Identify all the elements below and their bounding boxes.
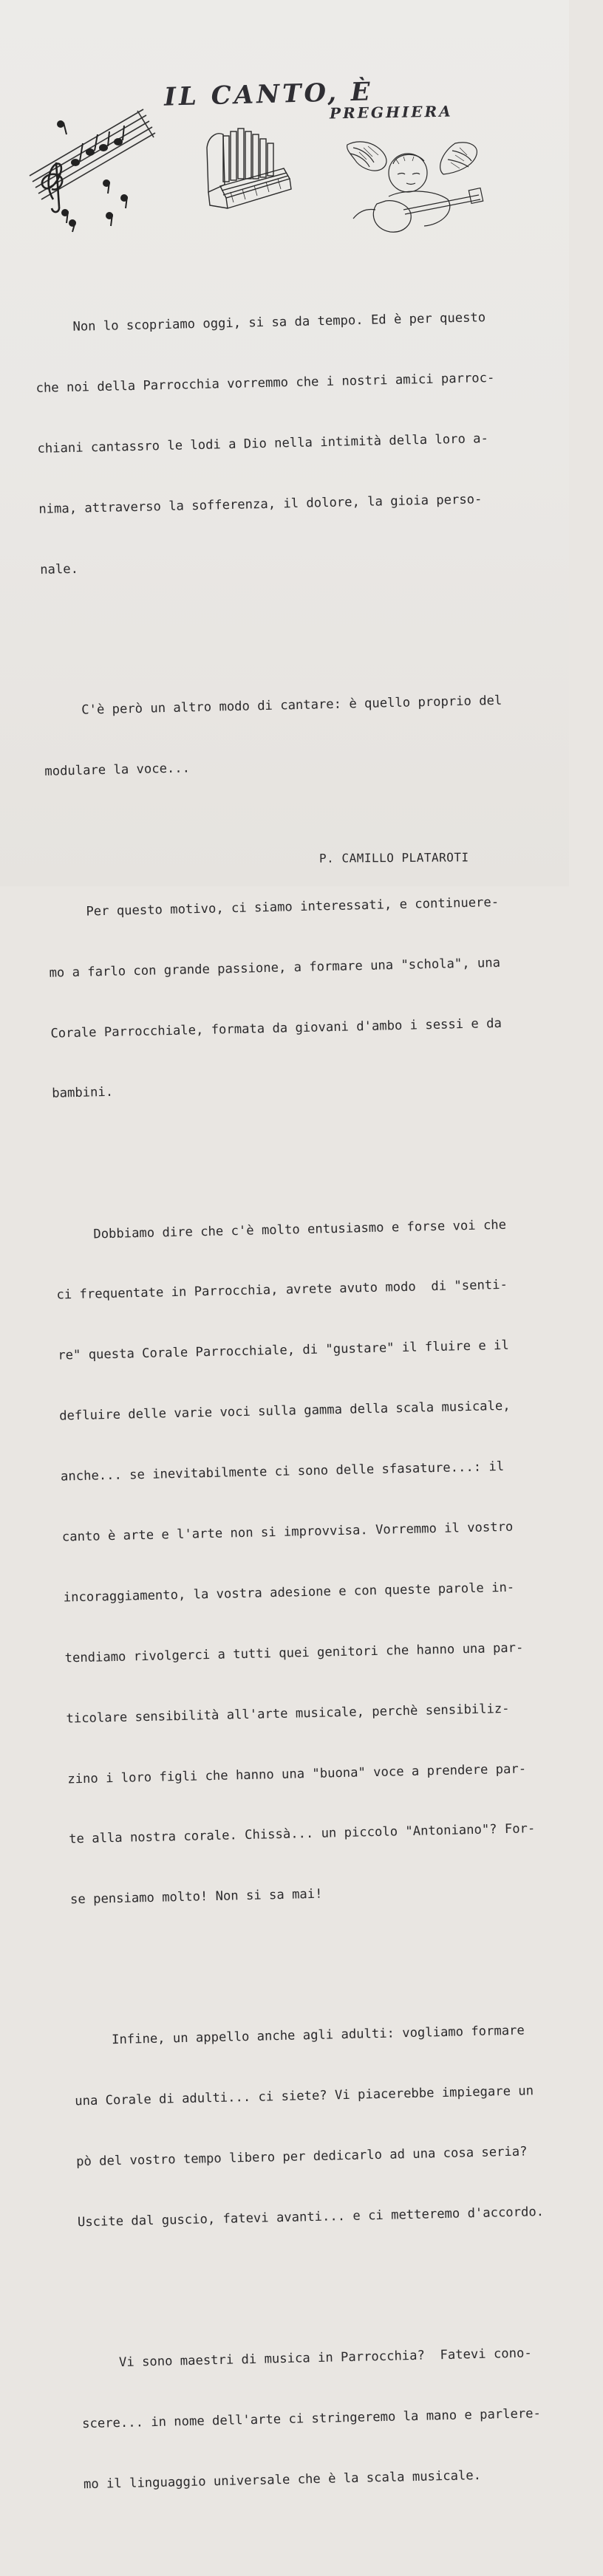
pipe-organ-icon: [201, 126, 297, 214]
text-line: canto è arte e l'arte non si improvvisa. Vorremmo il vostro: [61, 1519, 514, 1545]
text-line: zino i loro figli che hanno una "buona" voce a prendere par-: [67, 1761, 527, 1787]
text-line: C'è però un altro modo di cantare: è quello proprio del: [43, 693, 502, 719]
text-line: tendiamo rivolgerci a tutti quei genitori che hanno una par-: [64, 1640, 524, 1666]
text-line: chiani cantassro le lodi a Dio nella intimità della loro a-: [37, 431, 489, 456]
text-line: Uscite dal guscio, fatevi avanti... e ci metteremo d'accordo.: [77, 2205, 545, 2230]
paragraph-3: [47, 851, 570, 1145]
text-line: anche... se inevitabilmente ci sono delle sfasature...: il: [60, 1459, 505, 1484]
angel-lute-icon: [344, 137, 485, 241]
paragraph-2: [42, 649, 563, 822]
text-line: Per questo motivo, ci siamo interessati, e continuere-: [47, 894, 500, 920]
text-line: nale.: [39, 561, 79, 578]
text-line: te alla nostra corale. Chissà... un piccolo "Antoniano"? For-: [68, 1821, 536, 1847]
text-line: nima, attraverso la sofferenza, il dolore, la gioia perso-: [38, 492, 483, 517]
text-line: Corale Parrocchiale, formata da giovani d'ambo i sessi e da: [50, 1015, 502, 1041]
article-body: [33, 226, 603, 2576]
text-line: Infine, un appello anche agli adulti: vogliamo formare: [73, 2023, 525, 2049]
text-line: Vi sono maestri di musica in Parrocchia? Fatevi cono-: [81, 2346, 532, 2371]
text-line: mo il linguaggio universale che è la scala musicale.: [83, 2467, 482, 2493]
text-line: scere... in nome dell'arte ci stringeremo la mano e parlere-: [81, 2406, 542, 2432]
paragraph-5: [72, 1979, 596, 2273]
text-line: incoraggiamento, la vostra adesione e con queste parole in-: [63, 1580, 515, 1606]
paragraph-6: [80, 2302, 602, 2535]
text-line: ci frequentate in Parrocchia, avrete avuto modo di "senti-: [56, 1278, 508, 1304]
author-signature: P. CAMILLO PLATAROTI: [318, 850, 469, 866]
title-line-2: PREGHIERA: [329, 102, 453, 123]
text-line: re" questa Corale Parrocchiale, di "gustare" il fluire e il: [58, 1338, 509, 1363]
paragraph-4: [54, 1174, 588, 1951]
text-line: che noi della Parrocchia vorremmo che i nostri amici parroc-: [35, 370, 495, 397]
title-line-1: IL CANTO, È: [163, 77, 374, 112]
text-line: una Corale di adulti... ci siete? Vi piacerebbe impiegare un: [75, 2083, 534, 2109]
text-line: se pensiamo molto! Non si sa mai!: [69, 1887, 323, 1908]
text-line: mo a farlo con grande passione, a formare una "schola", una: [49, 955, 501, 981]
paragraph-1: [33, 267, 558, 621]
text-line: modulare la voce...: [44, 761, 191, 779]
text-line: Dobbiamo dire che c'è molto entusiasmo e forse voi che: [55, 1217, 507, 1243]
text-line: ticolare sensibilità all'arte musicale, perchè sensibiliz-: [66, 1701, 510, 1727]
music-staff-notes-icon: [27, 96, 160, 236]
text-line: defluire delle varie voci sulla gamma della scala musicale,: [58, 1398, 511, 1424]
text-line: bambini.: [52, 1085, 114, 1102]
text-line: Non lo scopriamo oggi, si sa da tempo. Ed è per questo: [34, 310, 486, 336]
text-line: pò del vostro tempo libero per dedicarlo ad una cosa seria?: [75, 2144, 528, 2170]
